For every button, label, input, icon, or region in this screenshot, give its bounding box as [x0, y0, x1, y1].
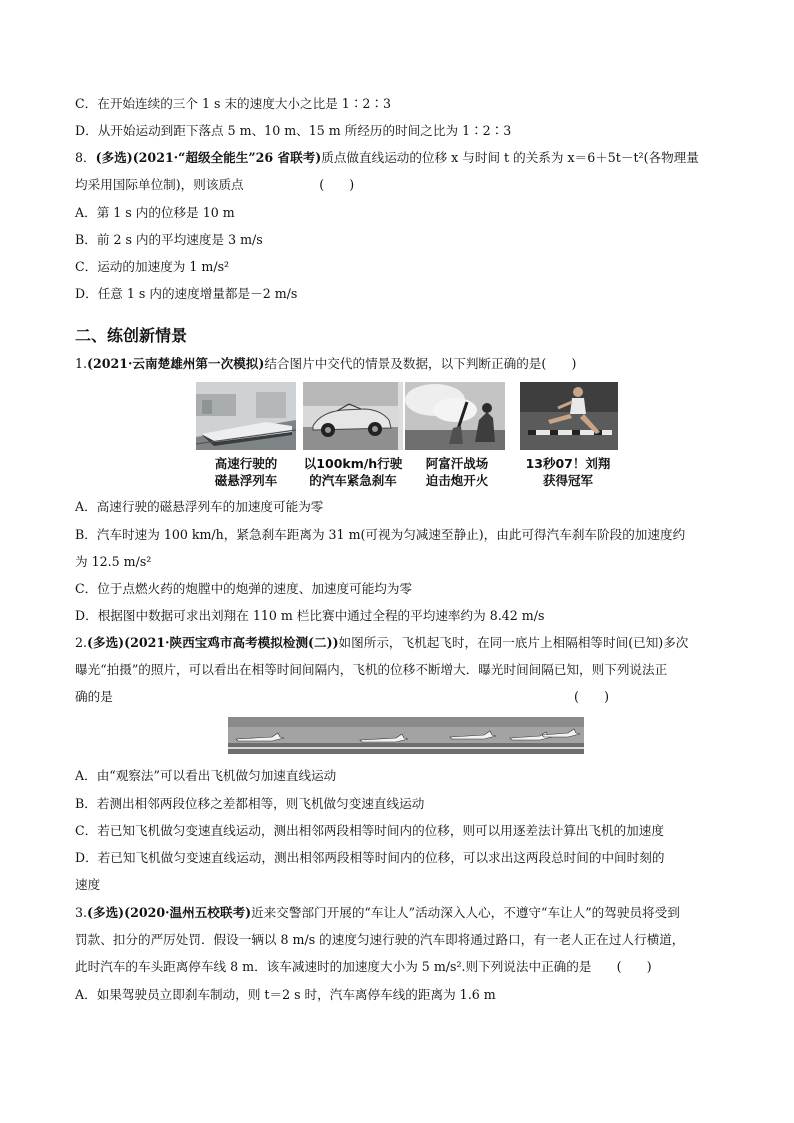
p2-answer-bracket: ( ): [574, 689, 610, 704]
p2-option-d: D．若已知飞机做匀变速直线运动，测出相邻两段相等时间内的位移，可以求出这两段总时间的中间时刻的: [75, 850, 665, 865]
q8-option-a: A．第 1 s 内的位移是 10 m: [75, 205, 235, 220]
caption-line: 磁悬浮列车: [214, 473, 278, 488]
p2-stem-line3: 确的是: [75, 689, 113, 704]
caption-hurdler: [513, 455, 623, 489]
question-source: (多选)(2021·陕西宝鸡市高考模拟检测(二)): [87, 635, 339, 650]
p1-option-b: B．汽车时速为 100 km/h，紧急刹车距离为 31 m(可视为匀减速至静止)，由此可得汽车刹车阶段的加速度约: [75, 527, 686, 542]
p2-stem: [75, 634, 688, 652]
p3-stem-line2: 罚款、扣分的严厉处罚．假设一辆以 8 m/s 的速度匀速行驶的汽车即将通过路口，有一老人正在过人行横道，: [75, 932, 685, 947]
question-number: 2.: [75, 635, 88, 650]
caption-line: 阿富汗战场: [425, 456, 489, 471]
caption-line: 以100km/h行驶: [303, 456, 403, 471]
question-text: 结合图片中交代的情景及数据，以下判断正确的是( ): [264, 356, 577, 371]
q8-option-d: D．任意 1 s 内的速度增量都是－2 m/s: [75, 286, 298, 301]
q7-option-d: D．从开始运动到距下落点 5 m、10 m、15 m 所经历的时间之比为 1∶2∶3: [75, 123, 512, 138]
caption-line: 13秒07！刘翔: [525, 456, 611, 471]
p3-stem: [75, 904, 680, 922]
p2-option-a: A．由“观察法”可以看出飞机做匀加速直线运动: [75, 768, 337, 783]
p2-option-d-line2: 速度: [75, 877, 101, 892]
q7-option-c: C．在开始连续的三个 1 s 末的速度大小之比是 1∶2∶3: [75, 96, 392, 111]
caption-line: 迫击炮开火: [425, 473, 489, 488]
p1-option-b-line2: 为 12.5 m/s²: [75, 554, 152, 569]
question-number: 1.: [75, 356, 88, 371]
question-number: 8．: [75, 150, 96, 165]
car-braking-photo: [303, 382, 403, 450]
caption-line: 高速行驶的: [214, 456, 278, 471]
q8-option-b: B．前 2 s 内的平均速度是 3 m/s: [75, 232, 263, 247]
question-source: (多选)(2020·温州五校联考): [87, 905, 252, 920]
question-source: (多选)(2021·“超级全能生”26 省联考): [95, 150, 322, 165]
hurdler-photo: [520, 382, 618, 450]
section-heading: 二、练创新情景: [75, 326, 188, 345]
p1-stem: [75, 355, 576, 373]
q8-stem: [75, 149, 699, 167]
p1-option-c: C．位于点燃火药的炮膛中的炮弹的速度、加速度可能均为零: [75, 581, 413, 596]
p3-option-a: A．如果驾驶员立即刹车制动，则 t＝2 s 时，汽车离停车线的距离为 1.6 m: [75, 987, 496, 1002]
p1-option-a: A．高速行驶的磁悬浮列车的加速度可能为零: [75, 499, 324, 514]
question-number: 3.: [75, 905, 88, 920]
mortar-fire-photo: [405, 382, 505, 450]
caption-line: 的汽车紧急刹车: [309, 473, 397, 488]
caption-mortar: [402, 455, 512, 489]
p2-stem-line2: 曝光“拍摄”的照片，可以看出在相等时间间隔内，飞机的位移不断增大．曝光时间间隔已知，则下列说法正: [75, 662, 668, 677]
maglev-train-photo: [196, 382, 296, 450]
question-text: 近来交警部门开展的“车让人”活动深入人心，不遵守“车让人”的驾驶员将受到: [251, 905, 680, 920]
p2-option-b: B．若测出相邻两段位移之差都相等，则飞机做匀变速直线运动: [75, 796, 425, 811]
question-text: 如图所示，飞机起飞时，在同一底片上相隔相等时间(已知)多次: [338, 635, 689, 650]
caption-line: 获得冠军: [542, 473, 593, 488]
p3-stem-line3: 此时汽车的车头距离停车线 8 m．该车减速时的加速度大小为 5 m/s².则下列说法中正确的是 ( ): [75, 959, 652, 974]
q8-option-c: C．运动的加速度为 1 m/s²: [75, 259, 230, 274]
p1-option-d: D．根据图中数据可求出刘翔在 110 m 栏比赛中通过全程的平均速率约为 8.42 m/s: [75, 608, 545, 623]
caption-car: [298, 455, 408, 489]
question-text: 质点做直线运动的位移 x 与时间 t 的关系为 x＝6＋5t－t²(各物理量: [321, 150, 699, 165]
caption-maglev: [191, 455, 301, 489]
question-source: (2021·云南楚雄州第一次模拟): [87, 356, 265, 371]
p2-option-c: C．若已知飞机做匀变速直线运动，测出相邻两段相等时间内的位移，则可以用逐差法计算出飞机的加速度: [75, 823, 664, 838]
q8-stem-line2: 均采用国际单位制)，则该质点 ( ): [75, 177, 355, 192]
airplane-exposure-photo: [228, 717, 584, 754]
